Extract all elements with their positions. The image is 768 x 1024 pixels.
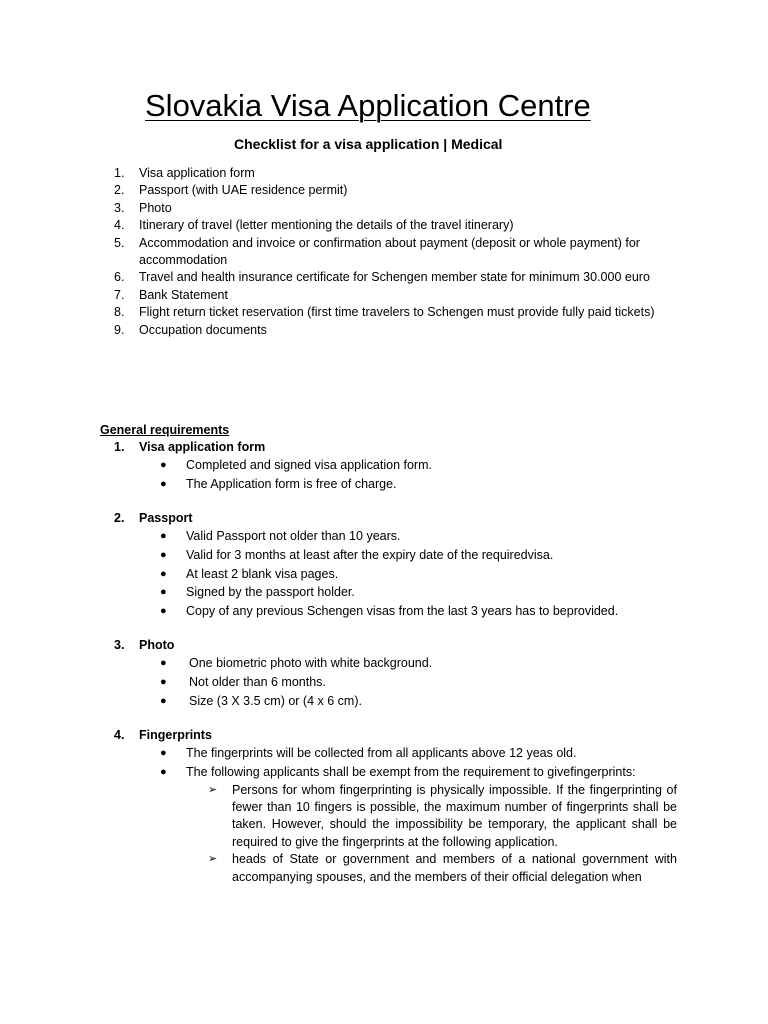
bullet-icon: ● bbox=[160, 657, 167, 670]
item-number: 1. bbox=[114, 166, 125, 180]
list-item bbox=[114, 200, 679, 217]
list-item bbox=[114, 165, 679, 182]
section-title-text: Photo bbox=[139, 638, 175, 652]
section-title-text: Visa application form bbox=[139, 440, 266, 454]
item-number: 9. bbox=[114, 322, 125, 337]
list-item bbox=[208, 782, 677, 852]
list-item bbox=[160, 602, 619, 621]
list-item bbox=[114, 235, 679, 270]
item-text: Itinerary of travel (letter mentioning the details of the travel itinerary) bbox=[139, 218, 514, 233]
item-text: Flight return ticket reservation (first time travelers to Schengen must provide fully paid tickets) bbox=[139, 305, 655, 320]
arrow-bullet-icon: ➢ bbox=[208, 853, 218, 866]
item-text: Photo bbox=[139, 200, 172, 215]
item-number: 5. bbox=[114, 235, 125, 250]
item-text: Accommodation and invoice or confirmation about payment (deposit or whole payment) for accommodation bbox=[139, 235, 640, 268]
list-item bbox=[160, 565, 618, 584]
item-text: Travel and health insurance certificate for Schengen member state for minimum 30.000 euro bbox=[139, 270, 650, 285]
section-title-text: Passport bbox=[139, 511, 193, 525]
bullet-list bbox=[139, 456, 432, 493]
item-text: The Application form is free of charge. bbox=[186, 477, 397, 491]
item-text: Signed by the passport holder. bbox=[186, 585, 355, 600]
item-text: Completed and signed visa application form. bbox=[186, 458, 432, 473]
bullet-list bbox=[139, 744, 677, 781]
item-text: One biometric photo with white background. bbox=[189, 656, 433, 671]
list-item bbox=[114, 304, 679, 321]
item-text: Bank Statement bbox=[139, 287, 228, 302]
section-title bbox=[114, 727, 677, 744]
item-number: 2. bbox=[114, 183, 125, 198]
list-item bbox=[160, 744, 677, 763]
bullet-icon: ● bbox=[160, 766, 167, 778]
section-passport bbox=[114, 510, 619, 620]
general-requirements-heading: General requirements bbox=[100, 423, 230, 437]
section-number: 1. bbox=[114, 440, 125, 454]
sub-item-list bbox=[139, 782, 677, 886]
section-number: 2. bbox=[114, 511, 125, 525]
document-subtitle: Checklist for a visa application | Medical bbox=[234, 136, 503, 152]
bullet-icon: ● bbox=[160, 459, 167, 472]
list-item bbox=[160, 654, 433, 673]
list-item bbox=[114, 322, 679, 339]
item-text: The fingerprints will be collected from all applicants above 12 yeas old. bbox=[186, 746, 577, 761]
section-title bbox=[114, 637, 432, 654]
list-item bbox=[114, 217, 679, 234]
item-text: Persons for whom fingerprinting is physically impossible. If the fingerprinting of fewer than 10 fingers is possible, the maximum number of fingerprints shall be taken. However, should the impossibility be temporary, the applicant shall be required to give the fingerprints at the following application. bbox=[232, 782, 677, 849]
item-number: 4. bbox=[114, 218, 125, 233]
item-text: Valid for 3 months at least after the expiry date of the requiredvisa. bbox=[186, 548, 554, 562]
list-item bbox=[160, 673, 432, 692]
list-item bbox=[160, 546, 618, 565]
section-title bbox=[114, 510, 618, 527]
item-number: 8. bbox=[114, 305, 125, 320]
list-item bbox=[114, 287, 679, 304]
item-text: At least 2 blank visa pages. bbox=[186, 566, 339, 581]
section-number: 4. bbox=[114, 728, 125, 742]
checklist bbox=[114, 165, 679, 339]
section-photo bbox=[114, 637, 433, 710]
item-number: 6. bbox=[114, 270, 125, 285]
arrow-bullet-icon: ➢ bbox=[208, 783, 218, 796]
list-item bbox=[160, 763, 677, 782]
list-item bbox=[160, 475, 432, 494]
item-number: 7. bbox=[114, 287, 125, 302]
bullet-icon: ● bbox=[160, 694, 167, 707]
section-fingerprints bbox=[114, 727, 677, 886]
list-item bbox=[114, 182, 679, 199]
item-text: Valid Passport not older than 10 years. bbox=[186, 529, 401, 544]
bullet-list bbox=[139, 527, 618, 620]
list-item bbox=[160, 583, 618, 602]
item-text: The following applicants shall be exempt from the requirement to givefingerprints: bbox=[186, 765, 636, 779]
bullet-icon: ● bbox=[160, 586, 167, 599]
bullet-icon: ● bbox=[160, 530, 167, 543]
list-item bbox=[114, 269, 679, 286]
section-visa-application-form bbox=[114, 439, 432, 494]
item-text: Visa application form bbox=[139, 166, 255, 180]
list-item bbox=[160, 692, 432, 711]
item-text: Occupation documents bbox=[139, 322, 267, 337]
item-text: Size (3 X 3.5 cm) or (4 x 6 cm). bbox=[189, 693, 362, 708]
item-text: Not older than 6 months. bbox=[189, 675, 326, 689]
section-title-text: Fingerprints bbox=[139, 728, 212, 742]
bullet-icon: ● bbox=[160, 747, 167, 760]
item-number: 3. bbox=[114, 200, 125, 215]
section-title bbox=[114, 439, 432, 456]
list-item bbox=[160, 527, 618, 546]
bullet-icon: ● bbox=[160, 676, 167, 688]
bullet-icon: ● bbox=[160, 604, 167, 617]
bullet-list bbox=[139, 654, 432, 710]
list-item bbox=[160, 456, 432, 475]
bullet-icon: ● bbox=[160, 549, 167, 561]
section-number: 3. bbox=[114, 638, 125, 652]
list-item bbox=[208, 851, 677, 886]
item-text: Copy of any previous Schengen visas from the last 3 years has to beprovided. bbox=[186, 603, 619, 618]
item-text: heads of State or government and members of a national government with accompanying spouses, and the members of their official delegation when bbox=[232, 852, 677, 884]
document-title: Slovakia Visa Application Centre bbox=[145, 88, 591, 123]
bullet-icon: ● bbox=[160, 567, 167, 580]
item-text: Passport (with UAE residence permit) bbox=[139, 183, 348, 198]
bullet-icon: ● bbox=[160, 478, 167, 490]
